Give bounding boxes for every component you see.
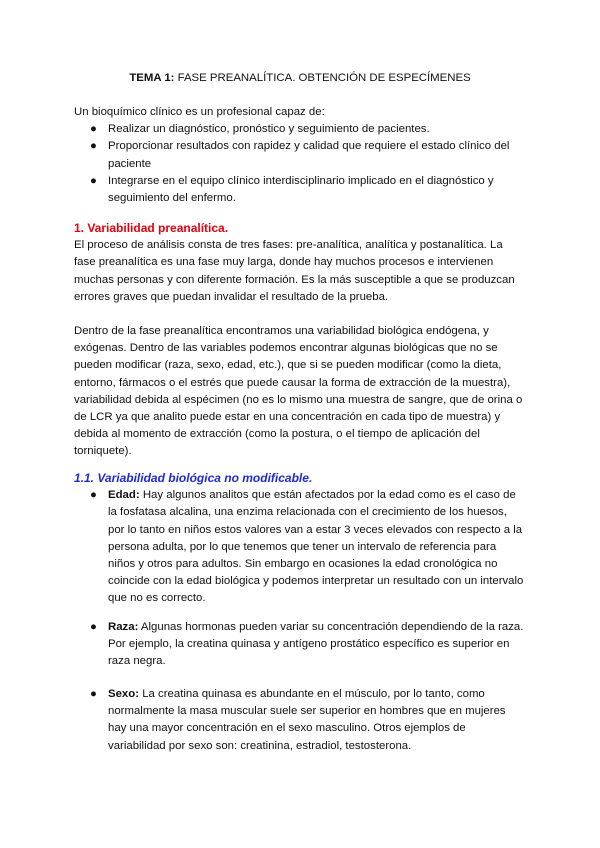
bullet-dot-icon: ●	[90, 688, 97, 700]
list-item-edad: ● Edad: Hay algunos analitos que están afectados por la edad como es el caso de la fosfatasa alcalina, una enzima relacionada con el crecimiento de los huesos, por lo tanto en niños estos valores van a estar 3 veces elevados con respecto a la persona adulta, por lo que tenemos que tener un intervalo de referencia para niños y otros para adultos. Sin embargo en ocasiones la edad cronológica no coincide con la edad biológica y podemos interpretar un resultado con un intervalo que no es correcto.	[90, 489, 524, 605]
section-1-1-list	[74, 487, 524, 607]
intro-bullet-list	[74, 121, 524, 207]
bullet-dot-icon: ●	[90, 489, 97, 502]
intro-bullet: ● Integrarse en el equipo clínico interdisciplinario implicado en el diagnóstico y seguimiento del enfermo.	[90, 174, 494, 205]
intro-block	[74, 104, 524, 207]
section-1-heading: 1. Variabilidad preanalítica.	[74, 221, 229, 235]
bullet-dot-icon: ●	[90, 621, 97, 633]
section-1-1	[74, 470, 524, 608]
intro-bullet: ● Realizar un diagnóstico, pronóstico y seguimiento de pacientes.	[74, 121, 524, 138]
title-bold: TEMA 1:	[129, 72, 175, 84]
title-rest: FASE PREANALÍTICA. OBTENCIÓN DE ESPECÍMENES	[177, 72, 471, 84]
section-1-paragraph-2: Dentro de la fase preanalítica encontramos una variabilidad biológica endógena, y exógenas. Dentro de las variables podemos encontrar algunas biológicas que no se pueden modificar (raza, sexo, edad, etc.), que si se pueden modificar (como la dieta, entorno, fármacos o el estrés que puede causar la forma de extracción de la muestra), variabilidad debida al espécimen (no es lo mismo una muestra de sangre, que de orina o de LCR ya que analito puede estar en una concentración en cada tipo de muestra) y debida al momento de extracción (como la postura, o el tiempo de aplicación del torniquete).	[74, 325, 523, 458]
intro-bullet: ● Proporcionar resultados con rapidez y calidad que requiere el estado clínico del paciente	[90, 140, 510, 170]
section-1-1-raza	[74, 619, 524, 671]
bullet-dot-icon: ●	[90, 140, 97, 153]
list-item-sexo: ● Sexo: La creatina quinasa es abundante en el músculo, por lo tanto, como normalmente la masa muscular suele ser superior en hombres que en mujeres hay una mayor concentración en el sexo masculino. Otros ejemplos de variabilidad por sexo son: creatinina, estradiol, testosterona.	[90, 688, 506, 752]
bullet-dot-icon: ●	[90, 123, 97, 136]
section-1-1-heading: 1.1. Variabilidad biológica no modificable.	[74, 471, 313, 485]
section-1	[74, 220, 524, 461]
section-1-paragraph-1: El proceso de análisis consta de tres fases: pre-analítica, analítica y postanalítica. La fase preanalítica es una fase muy larga, donde hay muchos procesos e intervienen muchas personas y con diferente formación. Es la más susceptible a que se produzcan errores graves que puedan invalidar el resultado de la prueba.	[74, 239, 515, 303]
section-1-1-sexo	[74, 686, 524, 755]
bullet-dot-icon: ●	[90, 174, 97, 187]
list-item-raza: ● Raza: Algunas hormonas pueden variar su concentración dependiendo de la raza. Por ejemplo, la creatina quinasa y antígeno prostático específico es superior en raza negra.	[90, 621, 524, 668]
document-title	[0, 70, 600, 87]
intro-lead: Un bioquímico clínico es un profesional capaz de:	[74, 106, 325, 118]
